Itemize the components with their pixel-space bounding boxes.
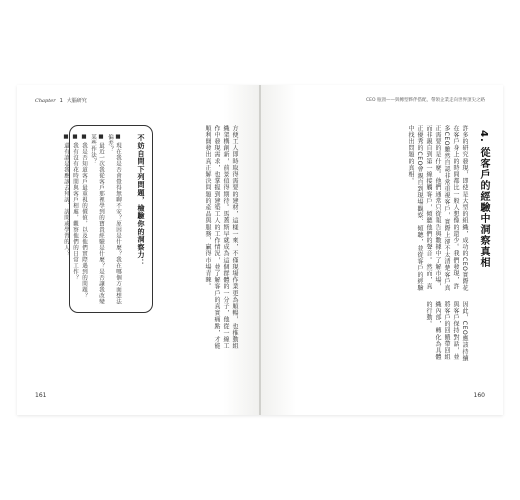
chapter-title: 大腦研究 bbox=[66, 98, 87, 104]
list-item: ■ 最近一次我從客戶那裡學到的寶貴經驗是什麼？是否讓我改變某些作法？ bbox=[90, 134, 104, 305]
list-item: ■ 現在我是否會覺得無聊不安？原因是什麼？我在哪個方面想法偏差？ bbox=[107, 134, 121, 305]
book-gutter bbox=[259, 85, 261, 415]
section-title: 4. 從客戶的經驗中洞察真相 bbox=[478, 130, 489, 269]
page-number-right: 160 bbox=[473, 392, 485, 399]
left-body-text: 方便工人即時取得需要的建材，這樣一來，不僅現場作業更為順暢，也推動組織架構創新，前景值得期待。馬蓋斯早就成為這個群體的一分子，他從一線工作中發現需求，也掌握到建築工人的工作情況，並了解客戶的真實痛點，才能順利開發出真正解決問題的產品與服務，贏得市場青睞。 bbox=[204, 125, 238, 350]
chapter-number: 1 bbox=[59, 97, 63, 104]
tip-box-list bbox=[63, 134, 122, 306]
list-item: ■ 我是否知道客戶最重視的價值，以及他們實際遇到的問題？ bbox=[81, 134, 87, 299]
running-title: CEO 瓶頸——與轉型夥伴搭配，帶領企業走向世界頂尖之路 bbox=[366, 98, 485, 103]
chapter-label: Chapter bbox=[35, 97, 56, 104]
page-number-left: 161 bbox=[35, 392, 47, 399]
right-body-text: 許多的研究發現，即使是大型的組織，成功的CEO實際花在客戶身上的時間都比一般人想像的還少。我們發現，許多CEO雖然自認非常重視客戶，實際上卻不太清楚客戶真正需要的是什麼。他們通常只從報告與數據中了解市場，而非親自到第一線接觸客戶，傾聽他們的聲音。然而，真正優秀的CEO會親自到現場觀察、傾聽，並從客戶的經驗中找出問題的真相。 bbox=[407, 125, 468, 292]
right-body-text-2: 因此，CEO應該持續與客戶保持對話，並將客戶的回饋帶回組織內部，轉化為具體的行動。 bbox=[425, 301, 468, 362]
right-page bbox=[260, 85, 503, 415]
book-spread bbox=[17, 85, 503, 415]
left-page-header bbox=[35, 97, 87, 104]
left-page bbox=[17, 85, 260, 415]
list-item: ■ 還有誰是我應該去拜訪、訪問或學習的人？ bbox=[63, 134, 69, 257]
list-item: ■ 我有沒有花時間與客戶相處，觀察他們的日常工作？ bbox=[72, 134, 78, 281]
tip-box-title: 不妨自問下列問題，檢驗你的洞察力： bbox=[137, 134, 145, 267]
tip-box bbox=[63, 125, 153, 313]
